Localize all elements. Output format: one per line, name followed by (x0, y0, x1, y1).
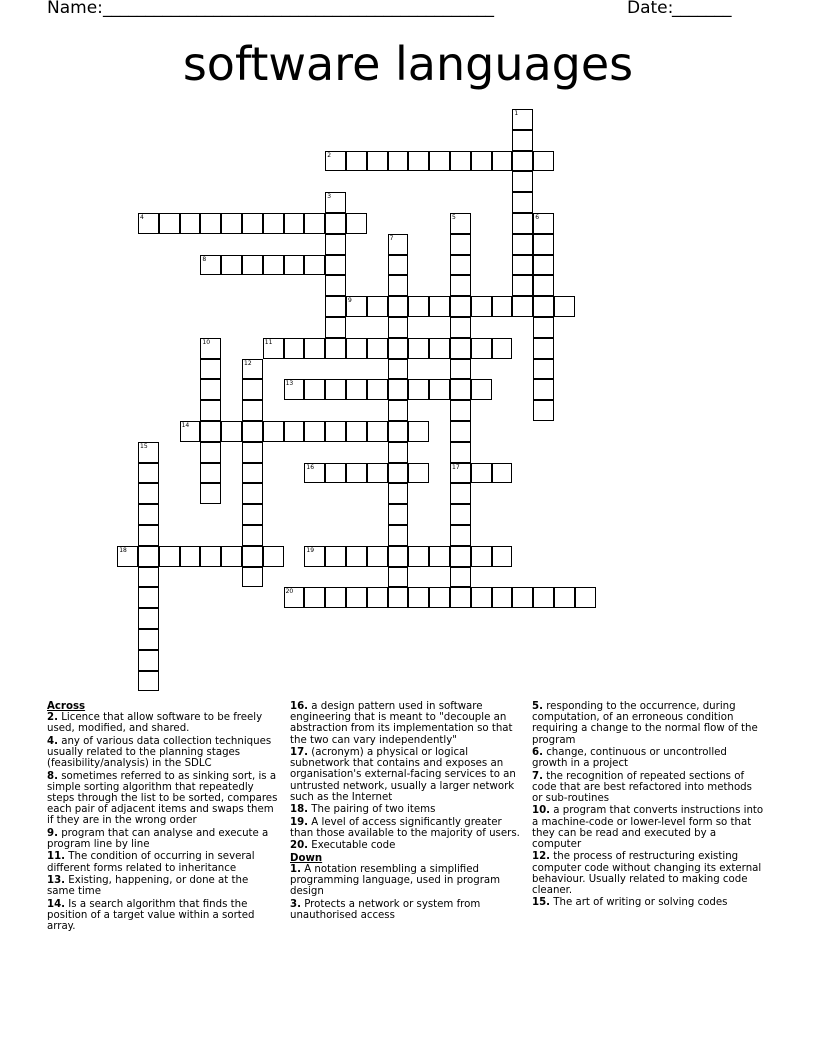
grid-cell[interactable] (388, 504, 409, 525)
grid-cell[interactable] (450, 525, 471, 546)
clue-text: A notation resembling a simplified programming language, used in program design (290, 863, 501, 898)
clue-number: 17 (452, 463, 460, 471)
grid-cell[interactable] (200, 255, 221, 276)
grid-cell[interactable] (533, 275, 554, 296)
grid-cell[interactable] (200, 213, 221, 234)
across-clue (47, 851, 279, 873)
grid-cell[interactable] (242, 359, 263, 380)
grid-cell[interactable] (180, 213, 201, 234)
grid-cell[interactable] (304, 213, 325, 234)
grid-cell[interactable] (492, 463, 513, 484)
grid-cell[interactable] (512, 130, 533, 151)
across-clue (47, 828, 279, 850)
grid-cell[interactable] (325, 317, 346, 338)
grid-cell[interactable] (450, 421, 471, 442)
grid-cell[interactable] (284, 213, 305, 234)
grid-cell[interactable] (367, 151, 388, 172)
grid-cell[interactable] (512, 255, 533, 276)
clue-number: 3 (327, 193, 332, 201)
grid-cell[interactable] (388, 317, 409, 338)
grid-cell[interactable] (471, 338, 492, 359)
grid-cell[interactable] (263, 546, 284, 567)
grid-cell[interactable] (450, 275, 471, 296)
grid-cell[interactable] (388, 463, 409, 484)
grid-cell[interactable] (200, 483, 221, 504)
grid-cell[interactable] (450, 338, 471, 359)
grid-cell[interactable] (325, 379, 346, 400)
clue-number: 14 (181, 422, 190, 429)
grid-cell[interactable] (242, 400, 263, 421)
grid-cell[interactable] (263, 421, 284, 442)
grid-cell[interactable] (325, 421, 346, 442)
grid-cell[interactable] (325, 463, 346, 484)
grid-cell[interactable] (471, 546, 492, 567)
clue-number: 2 (327, 151, 332, 159)
clue-text: a program that converts instructions into a machine-code or lower-level form so that they can be read and executed by a computer (532, 805, 764, 850)
clue-number: 15 (140, 442, 148, 450)
grid-cell[interactable] (533, 359, 554, 380)
grid-cell[interactable] (471, 587, 492, 608)
grid-cell[interactable] (450, 504, 471, 525)
grid-cell[interactable] (429, 151, 450, 172)
name-label: Name: (47, 0, 103, 18)
grid-cell[interactable] (388, 587, 409, 608)
clue-number: 4 (140, 214, 144, 221)
clue-column-1 (47, 701, 279, 933)
grid-cell[interactable] (575, 587, 596, 608)
across-heading: Across (47, 701, 86, 712)
grid-cell[interactable] (263, 213, 284, 234)
grid-cell[interactable] (242, 255, 263, 276)
grid-cell[interactable] (304, 338, 325, 359)
grid-cell[interactable] (450, 483, 471, 504)
grid-cell[interactable] (138, 671, 159, 692)
grid-cell[interactable] (221, 546, 242, 567)
grid-cell[interactable] (200, 338, 221, 359)
date-label: Date: (627, 0, 674, 18)
grid-cell[interactable] (200, 421, 221, 442)
grid-cell[interactable] (512, 151, 533, 172)
grid-cell[interactable] (429, 338, 450, 359)
grid-cell[interactable] (533, 234, 554, 255)
grid-cell[interactable] (429, 296, 450, 317)
grid-cell[interactable] (325, 255, 346, 276)
grid-cell[interactable] (471, 151, 492, 172)
clue-num: 2. (47, 712, 58, 724)
grid-cell[interactable] (492, 151, 513, 172)
grid-cell[interactable] (388, 234, 409, 255)
down-clue (532, 851, 764, 896)
grid-cell[interactable] (346, 213, 367, 234)
grid-cell[interactable] (242, 421, 263, 442)
grid-cell[interactable] (388, 296, 409, 317)
grid-cell[interactable] (533, 400, 554, 421)
grid-cell[interactable] (325, 234, 346, 255)
grid-cell[interactable] (284, 587, 305, 608)
across-clue (290, 817, 522, 839)
clue-text: sometimes referred to as sinking sort, is a simple sorting algorithm that repeatedly steps through the list to be sorted, compares each pair of adjacent items and swaps them if they are in the wrong order (47, 770, 278, 827)
grid-cell[interactable] (325, 338, 346, 359)
grid-cell[interactable] (533, 255, 554, 276)
grid-cell[interactable] (512, 234, 533, 255)
clue-text: Licence that allow software to be freely used, modified, and shared. (47, 712, 263, 735)
grid-cell[interactable] (284, 421, 305, 442)
puzzle-title: software languages (182, 37, 634, 91)
clue-text: change, continuous or uncontrolled growth in a project (532, 747, 727, 770)
clue-num: 15. (532, 897, 551, 909)
grid-cell[interactable] (471, 296, 492, 317)
clue-text: The pairing of two items (308, 804, 436, 816)
grid-cell[interactable] (200, 359, 221, 380)
clue-text: a design pattern used in software engineering that is meant to "decouple an abstraction from its implementation so that the two can vary independently" (290, 701, 513, 746)
clue-num: 5. (532, 701, 543, 712)
grid-cell[interactable] (533, 213, 554, 234)
clue-num: 1. (290, 863, 301, 875)
grid-cell[interactable] (492, 296, 513, 317)
grid-cell[interactable] (304, 255, 325, 276)
grid-cell[interactable] (471, 379, 492, 400)
grid-cell[interactable] (346, 463, 367, 484)
grid-cell[interactable] (367, 546, 388, 567)
grid-cell[interactable] (533, 379, 554, 400)
grid-cell[interactable] (221, 213, 242, 234)
grid-cell[interactable] (367, 463, 388, 484)
grid-cell[interactable] (346, 421, 367, 442)
grid-cell[interactable] (367, 379, 388, 400)
clue-num: 6. (532, 747, 543, 758)
grid-cell[interactable] (242, 504, 263, 525)
clue-text: (acronym) a physical or logical subnetwork that contains and exposes an organisation's external-facing services to an untrusted network, usually a larger network such as the Internet (290, 747, 516, 803)
clue-text: The condition of occurring in several different forms related to inheritance (47, 851, 255, 874)
grid-cell[interactable] (512, 192, 533, 213)
grid-cell[interactable] (429, 379, 450, 400)
grid-cell[interactable] (533, 151, 554, 172)
grid-cell[interactable] (325, 192, 346, 213)
grid-cell[interactable] (388, 338, 409, 359)
grid-cell[interactable] (284, 338, 305, 359)
grid-cell[interactable] (408, 587, 429, 608)
grid-cell[interactable] (221, 255, 242, 276)
grid-cell[interactable] (346, 151, 367, 172)
name-field[interactable]: ______________________________________________ (103, 0, 494, 18)
grid-cell[interactable] (138, 213, 159, 234)
grid-cell[interactable] (492, 546, 513, 567)
grid-cell[interactable] (242, 525, 263, 546)
grid-cell[interactable] (408, 463, 429, 484)
down-clue (532, 747, 764, 769)
grid-cell[interactable] (263, 255, 284, 276)
grid-cell[interactable] (408, 338, 429, 359)
grid-cell[interactable] (533, 338, 554, 359)
grid-cell[interactable] (450, 151, 471, 172)
grid-cell[interactable] (304, 421, 325, 442)
date-field[interactable]: _______ (672, 0, 732, 18)
grid-cell[interactable] (117, 546, 138, 567)
grid-cell[interactable] (304, 587, 325, 608)
clue-text: A level of access significantly greater than those available to the majority of users. (290, 816, 520, 839)
clue-num: 11. (47, 851, 66, 863)
grid-cell[interactable] (325, 151, 346, 172)
grid-cell[interactable] (304, 463, 325, 484)
grid-cell[interactable] (242, 463, 263, 484)
clue-number: 11 (264, 338, 273, 346)
grid-cell[interactable] (138, 504, 159, 525)
across-clue (47, 736, 279, 770)
clue-num: 16. (290, 701, 309, 712)
across-clue (290, 701, 522, 746)
grid-cell[interactable] (492, 587, 513, 608)
across-clue (290, 840, 522, 851)
grid-cell[interactable] (388, 546, 409, 567)
grid-cell[interactable] (388, 359, 409, 380)
grid-cell[interactable] (346, 296, 367, 317)
grid-cell[interactable] (450, 234, 471, 255)
clue-column-2 (290, 701, 522, 922)
down-clue (532, 897, 764, 908)
clue-text: program that can analyse and execute a program line by line (47, 827, 269, 850)
grid-cell[interactable] (429, 546, 450, 567)
grid-cell[interactable] (408, 296, 429, 317)
grid-cell[interactable] (450, 213, 471, 234)
grid-cell[interactable] (429, 587, 450, 608)
grid-cell[interactable] (388, 400, 409, 421)
grid-cell[interactable] (138, 629, 159, 650)
clue-text: the process of restructuring existing computer code without changing its external behaviour. Usually related to making code cleaner. (532, 851, 762, 896)
down-clue (532, 701, 764, 746)
grid-cell[interactable] (512, 275, 533, 296)
clue-number: 9 (348, 297, 352, 305)
clue-num: 12. (532, 851, 551, 863)
grid-cell[interactable] (367, 587, 388, 608)
clue-num: 8. (47, 770, 58, 782)
clue-number: 20 (285, 588, 294, 596)
clue-text: the recognition of repeated sections of code that are best refactored into methods or sub-routines (532, 770, 752, 804)
across-clue (47, 771, 279, 827)
grid-cell[interactable] (388, 151, 409, 172)
grid-cell[interactable] (388, 275, 409, 296)
grid-cell[interactable] (221, 421, 242, 442)
grid-cell[interactable] (138, 608, 159, 629)
grid-cell[interactable] (450, 379, 471, 400)
grid-cell[interactable] (346, 379, 367, 400)
grid-cell[interactable] (533, 587, 554, 608)
down-heading: Down (290, 852, 323, 864)
grid-cell[interactable] (242, 546, 263, 567)
grid-cell[interactable] (450, 442, 471, 463)
grid-cell[interactable] (200, 400, 221, 421)
grid-cell[interactable] (408, 546, 429, 567)
across-clue (47, 712, 279, 734)
grid-cell[interactable] (450, 255, 471, 276)
clue-num: 3. (290, 898, 301, 910)
grid-cell[interactable] (450, 400, 471, 421)
grid-cell[interactable] (200, 442, 221, 463)
clue-number: 8 (202, 255, 207, 263)
clue-num: 7. (532, 770, 543, 782)
grid-cell[interactable] (242, 483, 263, 504)
grid-cell[interactable] (388, 525, 409, 546)
clue-num: 19. (290, 816, 309, 828)
clue-num: 20. (290, 840, 309, 852)
grid-cell[interactable] (304, 546, 325, 567)
grid-cell[interactable] (388, 442, 409, 463)
grid-cell[interactable] (200, 379, 221, 400)
across-clue (290, 804, 522, 815)
grid-cell[interactable] (408, 379, 429, 400)
clue-number: 13 (285, 380, 294, 388)
clue-number: 5 (452, 214, 456, 221)
grid-cell[interactable] (242, 442, 263, 463)
clue-text: Protects a network or system from unauthorised access (290, 898, 481, 921)
grid-cell[interactable] (533, 296, 554, 317)
clue-number: 7 (389, 234, 394, 242)
clue-num: 9. (47, 827, 58, 839)
grid-cell[interactable] (138, 650, 159, 671)
across-clue (290, 747, 522, 803)
grid-cell[interactable] (242, 213, 263, 234)
grid-cell[interactable] (242, 379, 263, 400)
clue-num: 13. (47, 874, 66, 886)
grid-cell[interactable] (138, 587, 159, 608)
grid-cell[interactable] (138, 525, 159, 546)
clue-number: 19 (306, 546, 315, 554)
grid-cell[interactable] (242, 567, 263, 588)
grid-cell[interactable] (325, 275, 346, 296)
clue-text: The art of writing or solving codes (550, 897, 728, 909)
grid-cell[interactable] (180, 546, 201, 567)
grid-cell[interactable] (325, 296, 346, 317)
down-clue (290, 864, 522, 898)
grid-cell[interactable] (408, 421, 429, 442)
grid-cell[interactable] (367, 338, 388, 359)
clue-number: 16 (306, 463, 315, 471)
grid-cell[interactable] (346, 338, 367, 359)
down-clue (532, 771, 764, 805)
grid-cell[interactable] (450, 296, 471, 317)
grid-cell[interactable] (263, 338, 284, 359)
grid-cell[interactable] (512, 296, 533, 317)
across-clue (47, 875, 279, 897)
grid-cell[interactable] (138, 546, 159, 567)
clue-num: 14. (47, 898, 66, 910)
grid-cell[interactable] (346, 587, 367, 608)
clue-number: 12 (244, 359, 252, 367)
grid-cell[interactable] (388, 421, 409, 442)
grid-cell[interactable] (450, 463, 471, 484)
grid-cell[interactable] (138, 463, 159, 484)
grid-cell[interactable] (200, 463, 221, 484)
grid-cell[interactable] (450, 317, 471, 338)
grid-cell[interactable] (159, 546, 180, 567)
grid-cell[interactable] (450, 587, 471, 608)
down-clue (532, 805, 764, 850)
clue-num: 17. (290, 747, 309, 758)
clue-number: 10 (202, 338, 211, 346)
grid-cell[interactable] (304, 379, 325, 400)
clue-text: Is a search algorithm that finds the position of a target value within a sorted array. (47, 898, 255, 932)
clue-num: 10. (532, 805, 551, 817)
clue-text: any of various data collection techniques usually related to the planning stages (feasibility/analysis) in the SDLC (47, 735, 272, 770)
grid-cell[interactable] (450, 546, 471, 567)
clue-num: 4. (47, 735, 58, 747)
grid-cell[interactable] (512, 213, 533, 234)
grid-cell[interactable] (388, 483, 409, 504)
grid-cell[interactable] (554, 587, 575, 608)
clue-number: 18 (119, 546, 127, 554)
grid-cell[interactable] (554, 296, 575, 317)
grid-cell[interactable] (159, 213, 180, 234)
clue-column-3 (532, 701, 764, 910)
clue-number: 1 (514, 110, 519, 117)
grid-cell[interactable] (284, 255, 305, 276)
grid-cell[interactable] (450, 567, 471, 588)
grid-cell[interactable] (367, 421, 388, 442)
grid-cell[interactable] (325, 213, 346, 234)
grid-cell[interactable] (325, 587, 346, 608)
clue-number: 6 (535, 214, 540, 221)
grid-cell[interactable] (138, 483, 159, 504)
grid-cell[interactable] (533, 317, 554, 338)
grid-cell[interactable] (367, 296, 388, 317)
grid-cell[interactable] (492, 338, 513, 359)
grid-cell[interactable] (512, 171, 533, 192)
grid-cell[interactable] (138, 442, 159, 463)
across-clue (47, 899, 279, 933)
clue-text: Existing, happening, or done at the same time (47, 874, 249, 898)
grid-cell[interactable] (512, 109, 533, 130)
grid-cell[interactable] (325, 546, 346, 567)
grid-cell[interactable] (388, 379, 409, 400)
grid-cell[interactable] (512, 587, 533, 608)
grid-cell[interactable] (138, 567, 159, 588)
grid-cell[interactable] (388, 567, 409, 588)
down-clue (290, 899, 522, 921)
clue-num: 18. (290, 804, 309, 816)
grid-cell[interactable] (346, 546, 367, 567)
clue-text: Executable code (308, 840, 396, 852)
grid-cell[interactable] (388, 255, 409, 276)
grid-cell[interactable] (450, 359, 471, 380)
grid-cell[interactable] (200, 546, 221, 567)
grid-cell[interactable] (284, 379, 305, 400)
grid-cell[interactable] (471, 463, 492, 484)
clue-text: responding to the occurrence, during computation, of an erroneous condition requiring a change to the normal flow of the program (532, 701, 758, 746)
grid-cell[interactable] (408, 151, 429, 172)
grid-cell[interactable] (180, 421, 201, 442)
